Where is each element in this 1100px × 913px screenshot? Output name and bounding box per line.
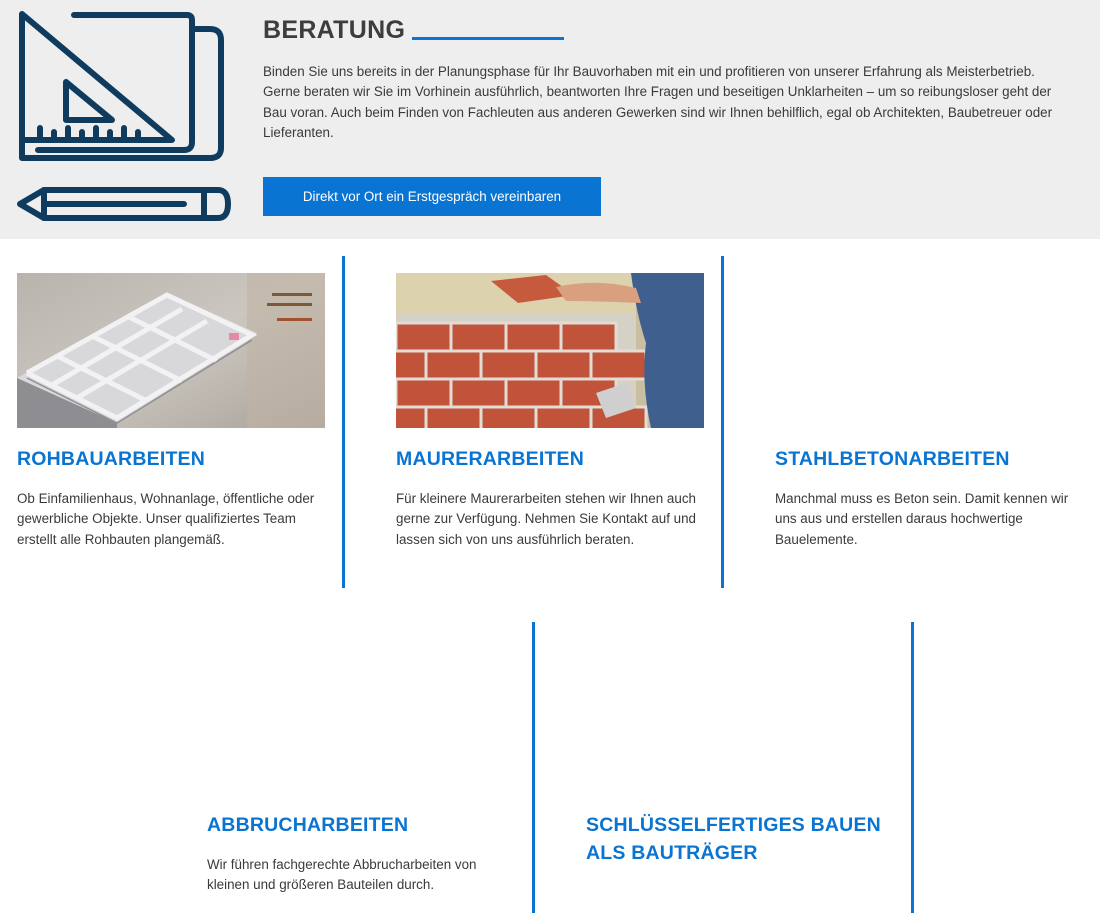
abbruch-title: ABBRUCHARBEITEN [207, 814, 409, 836]
column-divider [721, 256, 724, 588]
rohbau-title: ROHBAUARBEITEN [17, 448, 206, 470]
maurer-text: Für kleinere Maurerarbeiten stehen wir Ihnen auch gerne zur Verfügung. Nehmen Sie Kontakt auf und lassen sich von uns ausführlich beraten. [396, 491, 697, 547]
maurer-image [396, 273, 704, 428]
appointment-button[interactable]: Direkt vor Ort ein Erstgespräch vereinbaren [263, 177, 601, 216]
rohbau-text: Ob Einfamilienhaus, Wohnanlage, öffentliche oder gewerbliche Objekte. Unser qualifiziertes Team erstellt alle Rohbauten plangemäß. [17, 491, 315, 547]
beratung-title: BERATUNG [263, 16, 406, 44]
maurer-title: MAURERARBEITEN [396, 448, 585, 470]
schluesselfertig-title: SCHLÜSSELFERTIGES BAUEN ALS BAUTRÄGER [586, 814, 881, 864]
beratung-text: Binden Sie uns bereits in der Planungsphase für Ihr Bauvorhaben mit ein und profitieren von unserer Erfahrung als Meisterbetrieb. Gerne beraten wir Sie im Vorhinein ausführlich, beantworten Ihre Fragen und beseitigen Unklarheiten – um so reibungsloser geht der Bau voran. Auch beim Finden von Fachleuten aus anderen Gewerken sind wir Ihnen behilflich, egal ob Architekten, Baubetreuer oder Lieferanten. [263, 64, 1053, 141]
stahlbeton-title: STAHLBETONARBEITEN [775, 448, 1010, 470]
column-divider [911, 622, 914, 913]
abbruch-text: Wir führen fachgerechte Abbrucharbeiten von kleinen und größeren Bauteilen durch. [207, 857, 477, 893]
stahlbeton-text: Manchmal muss es Beton sein. Damit kennen wir uns aus und erstellen daraus hochwertige Bauelemente. [775, 491, 1069, 547]
rohbau-image [17, 273, 325, 428]
beratung-section [0, 0, 1100, 239]
blueprint-triangle-pencil-icon [14, 10, 234, 225]
column-divider [342, 256, 345, 588]
title-underline [412, 37, 564, 40]
column-divider [532, 622, 535, 913]
